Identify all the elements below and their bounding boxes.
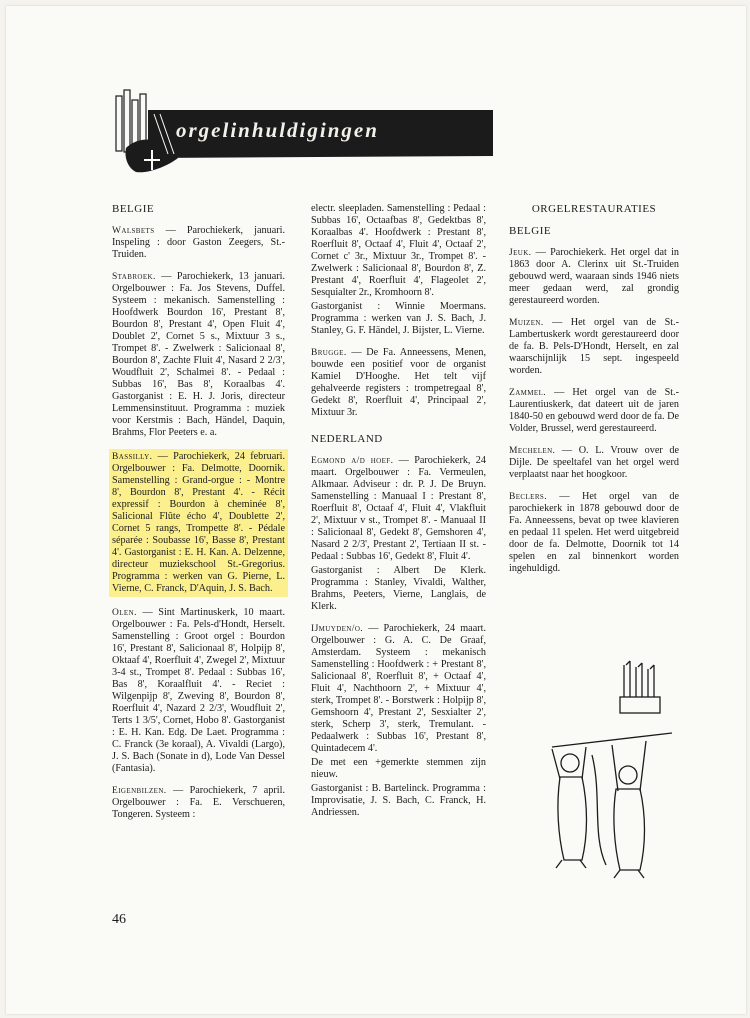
section-subheading-belgie: BELGIE bbox=[509, 225, 552, 237]
section-heading-belgie: BELGIE bbox=[112, 203, 155, 215]
entry-bassilly-highlighted: Bassilly. — Parochiekerk, 24 februari. Orgelbouwer : Fa. Delmotte, Doornik. Samenstelling : Grand-orgue : - Montre 8', Bourdon 8', Prestant 4'. - Récit expressif : Bourdon à cheminée 8', Salicional Flûte écho 4', Doublette 2', Cornet 5 rangs, Trompette 8'. - Pédale séparée : Soubasse 16', Basse 8', Prestant 4'. Gastorganist : E. H. Kan. A. Delzenne, directeur muziekschool St.-Gregorius. Programma : werken van G. Pierne, L. Vierne, C. Franck, D'Aquin, J. S. Bach. bbox=[109, 449, 288, 597]
column-right bbox=[509, 203, 679, 585]
entry-egmond-organist: Gastorganist : Albert De Klerk. Programma : Stanley, Vivaldi, Walther, Brahms, Peeters, Vierne, Langlais, de Klerk. bbox=[311, 565, 486, 612]
entry-ijmuyden: IJmuyden/o. — Parochiekerk, 24 maart. Orgelbouwer : G. A. C. De Graaf, Amsterdam. Systeem : mekanisch Samenstelling : Hoofdwerk : + Prestant 8', Salicionaal 8', Roerfluit 8', + Octaaf 4', Fluit 4', Nachthoorn 2', + Mixtuur 4', sterk, Trompet 8'. - Borstwerk : Holpijp 8', Gemshoorn 4', Prestant 2', Sesxialter 2', sterk, Scherp 3', sterk, Tremulant. - Pedaalwerk : Subbas 16', Prestant 8', Quintadecem 4'. bbox=[311, 623, 486, 754]
entry-muizen: Muizen. — Het orgel van de St.-Lambertuskerk wordt gerestaureerd door de fa. B. Pels-D'Hondt, Herselt, en zal waarschijnlijk 15 sept. ingespeeld worden. bbox=[509, 317, 679, 376]
entry-eigenbilzen: Eigenbilzen. — Parochiekerk, 7 april. Orgelbouwer : Fa. E. Verschueren, Tongeren. Systeem : bbox=[112, 785, 285, 820]
entry-beclers: Beclers. — Het orgel van de parochiekerk in 1878 gebouwd door de Fa. Anneessens, bevat op twee klavieren en pedaal 11 spelen. Het werd uitgebreid door de fa. Delmotte, Doornik tot 14 spelen en zal binnenkort worden ingehuldigd. bbox=[509, 491, 679, 574]
page-number: 46 bbox=[112, 912, 126, 927]
section-heading-nederland: NEDERLAND bbox=[311, 433, 383, 445]
title-banner bbox=[108, 88, 493, 180]
entry-ijmuyden-organist: Gastorganist : B. Bartelinck. Programma : Improvisatie, J. S. Bach, C. Franck, H. Andriessen. bbox=[311, 783, 486, 818]
entry-walsbets: Walsbets — Parochiekerk, januari. Inspeling : door Gaston Zeegers, St.-Truiden. bbox=[112, 225, 285, 260]
column-middle bbox=[311, 203, 486, 829]
entry-eigenbilzen-organist: Gastorganist : Winnie Moermans. Programma : werken van J. S. Bach, J. Stanley, G. F. Händel, J. Bijster, L. Vierne. bbox=[311, 301, 486, 336]
section-heading-orgelrestauraties: ORGELRESTAURATIES bbox=[531, 203, 657, 215]
entry-zammel: Zammel. — Het orgel van de St.-Laurentiuskerk, dat dateert uit de jaren 1840-50 en gebouwd werd door de fa. De Volder, Brussel, werd gerestaureerd. bbox=[509, 387, 679, 434]
banner-title: orgelinhuldigingen bbox=[176, 118, 379, 142]
organ-carriers-illustration bbox=[542, 655, 692, 885]
entry-eigenbilzen-continued: electr. sleepladen. Samenstelling : Pedaal : Subbas 16', Octaafbas 8', Gedektbas 8', Koraalbas 4'. Hoofdwerk : Prestant 8', Roerfluit 8', Octaaf 4', Fluit 4', Octaaf 2', Cornet c' 3r., Mixtuur 3r., Trompet 8'. - Zwelwerk : Salicionaal 8', Bourdon 8', Z. Prestant 4', Roerfluit 4', Flageolet 2', Sesquialter 2r., Kromhoorn 8'. bbox=[311, 203, 486, 298]
entry-brugge: Brugge. — De Fa. Anneessens, Menen, bouwde een positief voor de organist Kamiel D'Hooghe. Het telt vijf gehalveerde registers : trompetregaal 8', Gedekt 8', Roerfluit 4', Principaal 2', Mixtuur 3r. bbox=[311, 347, 486, 418]
column-left bbox=[112, 203, 285, 831]
entry-olen: Olen. — Sint Martinuskerk, 10 maart. Orgelbouwer : Fa. Pels-d'Hondt, Herselt. Samenstelling : Groot orgel : Bourdon 16', Prestant 8', Salicionaal 8', Holpijp 8', Oktaaf 4', Roerfluit 4', Zwegel 2', Mixtuur 3-4 st., Trompet 8'. Pedaal : Subbas 16', Bas 8', Koraalfluit 4'. - Reciet : Wilgenpijp 8', Zweving 8', Bourdon 8', Roerfluit 4', Nazard 2 2/3', Woudfluit 2', Terts 1 3/5', Cornet, Hobo 8'. Gastorganist : E. H. Kan. Edg. De Laet. Programma : C. Franck (3e koraal), A. Vivaldi (Largo), J. S. Bach (Sonate in d), Lode Van Dessel (Fantasia). bbox=[112, 607, 285, 774]
entry-mechelen: Mechelen. — O. L. Vrouw over de Dijle. De speeltafel van het orgel werd verplaatst naar het hoogkoor. bbox=[509, 445, 679, 480]
entry-jeuk: Jeuk. — Parochiekerk. Het orgel dat in 1863 door A. Clerinx uit St.-Truiden gebouwd werd, waaraan sinds 1946 niets meer gedaan werd, zal grondig gerestaureerd worden. bbox=[509, 247, 679, 306]
entry-stabroek: Stabroek. — Parochiekerk, 13 januari. Orgelbouwer : Fa. Jos Stevens, Duffel. Systeem : mekanisch. Samenstelling : Hoofdwerk Bourdon 16', Prestant 8', Bourdon 8', Prestant 4', Open Fluit 4', Doublet 2', Cornet 5 s., Mixtuur 3 s., Trompet 8'. - Zwelwerk : Salicionaal 8', Bourdon 8', Zachte Fluit 4', Nasard 2 2/3', Woudfluit 2', Schalmei 8'. - Pedaal : Subbas 16', Bas 8', Koraalbas 4'. Gastorganist : E. H. J. Joris, directeur Lemmensinstituut. Programma : muziek voor Kerstmis : Bach, Händel, Daquin, Brahms, Flor Peeters e. a. bbox=[112, 271, 285, 438]
entry-egmond: Egmond a/d hoef. — Parochiekerk, 24 maart. Orgelbouwer : Fa. Vermeulen, Alkmaar. Adviseur : dr. P. J. De Bruyn. Samenstelling : Manuaal I : Prestant 8', Roerfluit 8', Octaaf 4', Fluit 4', Vlakfluit 2', Mixtuur v st., Trompet 8'. - Manuaal II : Salicionaal 8', Gedekt 8', Gemshoren 4', Nasard 2 2/3', Prestant 2', Tertiaan II st. - Pedaal : Subbas 16', Gedekt 8', Fluit 4'. bbox=[311, 455, 486, 562]
entry-ijmuyden-note: De met een +gemerkte stemmen zijn nieuw. bbox=[311, 757, 486, 780]
